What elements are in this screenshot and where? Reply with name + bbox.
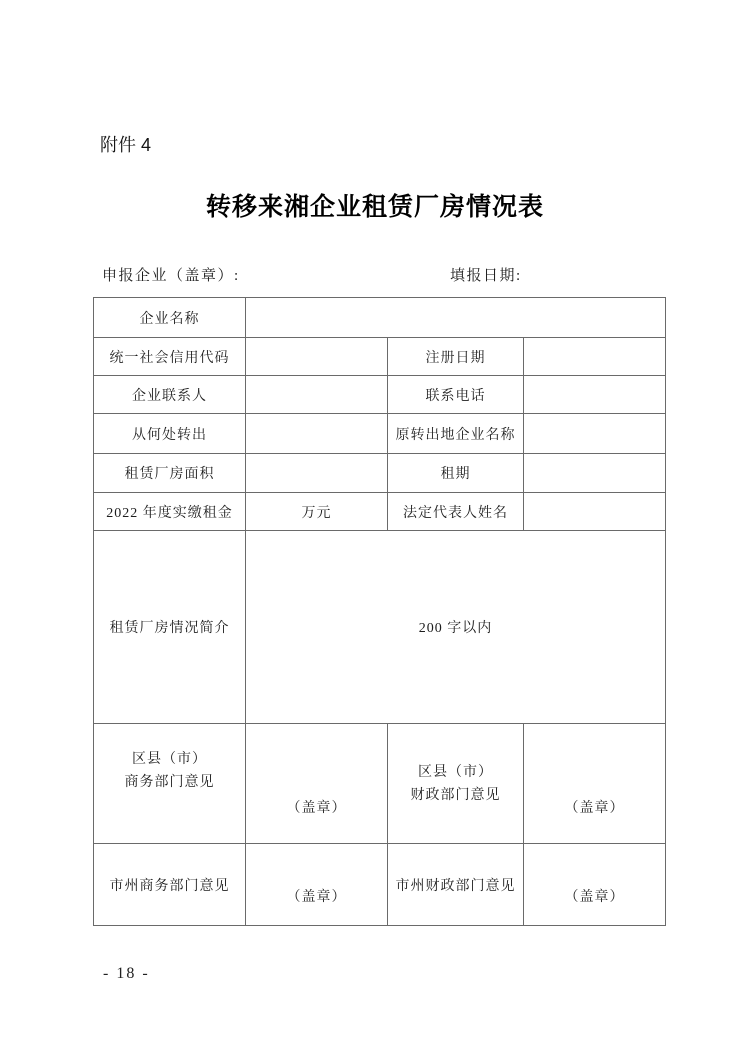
reg-date-label: 注册日期: [388, 338, 524, 376]
reg-date-value-cell: [524, 338, 666, 376]
declare-company-label: 申报企业（盖章）:: [102, 268, 240, 284]
contact-person-value-cell: [246, 376, 388, 414]
origin-company-label: 原转出地企业名称: [388, 414, 524, 454]
district-commerce-label-line1: 区县（市）: [132, 751, 207, 767]
page-number: - 18 -: [103, 965, 150, 982]
table-row: [94, 454, 666, 493]
table-row: [94, 493, 666, 531]
factory-area-value-cell: [246, 454, 388, 493]
rent-unit-label: 万元: [246, 493, 388, 531]
origin-company-value-cell: [524, 414, 666, 454]
phone-value-cell: [524, 376, 666, 414]
lease-term-label: 租期: [388, 454, 524, 493]
district-finance-label-line1: 区县（市）: [418, 764, 493, 780]
city-commerce-opinion-label: 市州商务部门意见: [94, 844, 246, 926]
company-name-label: 企业名称: [94, 298, 246, 338]
table-row: [94, 844, 666, 926]
intro-hint-cell: 200 字以内: [246, 531, 666, 724]
factory-lease-form-table: [93, 297, 666, 926]
lease-term-value-cell: [524, 454, 666, 493]
table-row: [94, 531, 666, 724]
credit-code-label: 统一社会信用代码: [94, 338, 246, 376]
district-finance-seal-cell: （盖章）: [524, 724, 666, 844]
table-row: [94, 338, 666, 376]
attachment-label: 附件 4: [100, 135, 152, 155]
table-row: [94, 724, 666, 844]
district-commerce-seal-cell: （盖章）: [246, 724, 388, 844]
intro-label: 租赁厂房情况简介: [94, 531, 246, 724]
city-commerce-seal-cell: （盖章）: [246, 844, 388, 926]
table-row: [94, 376, 666, 414]
district-finance-label-line2: 财政部门意见: [410, 787, 501, 803]
credit-code-value-cell: [246, 338, 388, 376]
factory-area-label: 租赁厂房面积: [94, 454, 246, 493]
page-title: 转移来湘企业租赁厂房情况表: [205, 194, 544, 221]
table-row: [94, 414, 666, 454]
city-finance-seal-cell: （盖章）: [524, 844, 666, 926]
legal-rep-value-cell: [524, 493, 666, 531]
rent-2022-label: 2022 年度实缴租金: [94, 493, 246, 531]
transfer-from-value-cell: [246, 414, 388, 454]
legal-rep-label: 法定代表人姓名: [388, 493, 524, 531]
district-finance-opinion-label: [388, 724, 524, 844]
district-commerce-opinion-label: [94, 724, 246, 844]
district-commerce-label-line2: 商务部门意见: [124, 774, 215, 790]
transfer-from-label: 从何处转出: [94, 414, 246, 454]
contact-person-label: 企业联系人: [94, 376, 246, 414]
fill-date-label: 填报日期:: [450, 268, 522, 284]
city-finance-opinion-label: 市州财政部门意见: [388, 844, 524, 926]
phone-label: 联系电话: [388, 376, 524, 414]
table-row: [94, 298, 666, 338]
company-name-value-cell: [246, 298, 666, 338]
